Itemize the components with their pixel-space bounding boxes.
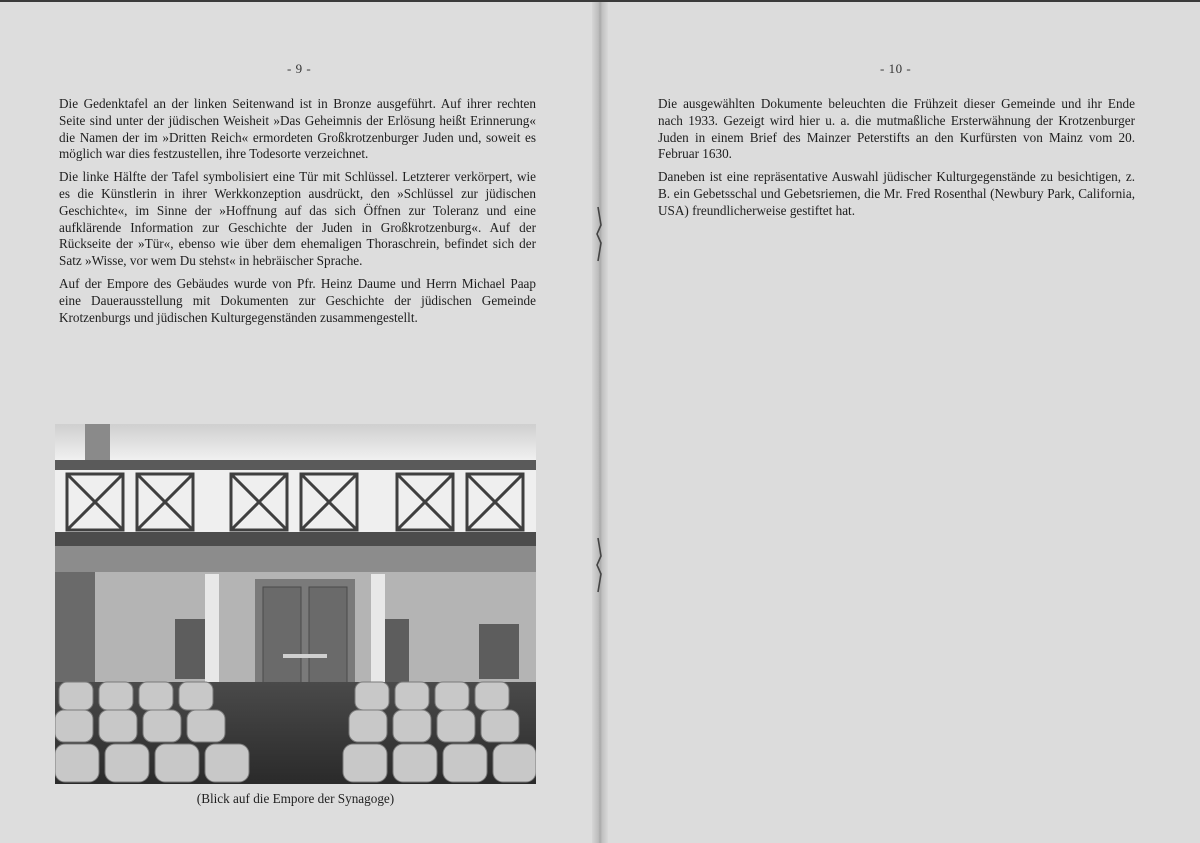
paragraph-door-symbol: Die linke Hälfte der Tafel symbolisiert eine Tür mit Schlüssel. Letzterer verkörpert, wie es die Künstlerin in ihrer Werkkonzeption ausdrückt, den »Schlüssel zur jüdischen Geschichte«, im Sinne der »Hoffnung auf das sich Öffnen zur Toleranz und eine aufklärende Information zur Geschichte der Juden in Großkrotzenburg«. Auf der Rückseite der »Tür«, ebenso wie über dem ehemaligen Thoraschrein, befindet sich der Satz »Wisse, vor wem Du stehst« in hebräischer Sprache. [59,169,536,269]
staple-top [594,205,604,263]
paragraph-memorial-plaque: Die Gedenktafel an der linken Seitenwand ist in Bronze ausgeführt. Auf ihrer rechten Seite sind unter der jüdischen Weisheit »Das Geheimnis der Erlösung heißt Erinnerung« die Namen der im »Dritten Reich« ermordeten Großkrotzenburger Juden und, soweit es möglich war dies festzustellen, ihre Todesorte verzeichnet. [59,96,536,162]
staple-bottom [594,536,604,594]
photo-caption: (Blick auf die Empore der Synagoge) [196,791,395,806]
paragraph-exhibition: Auf der Empore des Gebäudes wurde von Pfr. Heinz Daume und Herrn Michael Paap eine Dauerausstellung mit Dokumenten zur Geschichte der jüdischen Gemeinde Krotzenburgs und jüdischen Kulturgegenständen zusammengestellt. [59,275,536,325]
page-number-left: - 9 - [287,61,312,76]
page-number-right: - 10 - [880,61,912,76]
synagogue-gallery-photo [55,424,536,784]
left-page-text [59,96,536,332]
paragraph-documents: Die ausgewählten Dokumente beleuchten die Frühzeit dieser Gemeinde und ihr Ende nach 1933. Gezeigt wird hier u. a. die mutmaßliche Ersterwähnung der Krotzenburger Juden in einem Brief des Mainzer Peterstifts an den Kurfürsten von Mainz vom 20. Februar 1630. [658,96,1135,162]
book-gutter [592,2,608,843]
paragraph-cultural-objects: Daneben ist eine repräsentative Auswahl jüdischer Kulturgegenstände zu besichtigen, z. B. ein Gebetsschal und Gebetsriemen, die Mr. Fred Rosenthal (Newbury Park, California, USA) freundlicherweise gestiftet hat. [658,169,1135,218]
right-page-text [658,96,1135,226]
